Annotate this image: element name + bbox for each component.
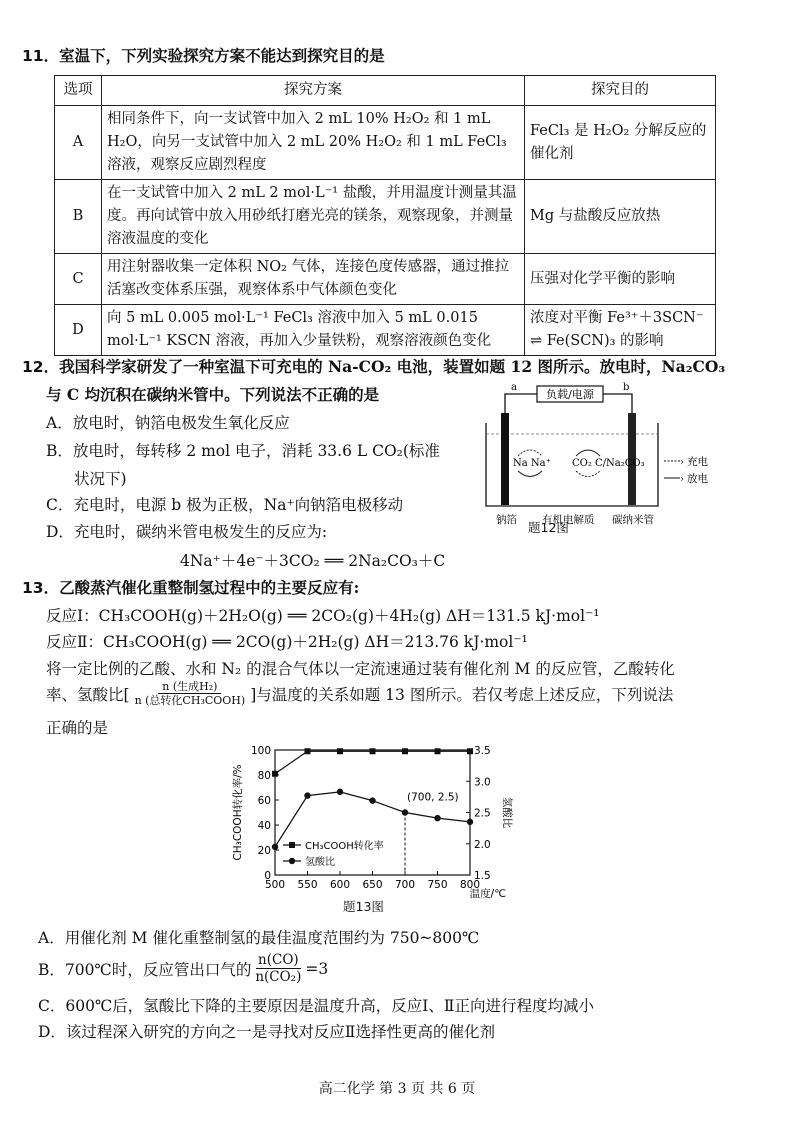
- terminal-b-label: b: [623, 382, 630, 393]
- q13-paragraph-2: [46, 680, 673, 707]
- q11-col-plan: 探究方案: [102, 76, 525, 106]
- q12-number: 12．: [22, 358, 60, 376]
- fraction-denominator: n(CO₂): [255, 969, 302, 985]
- data-point-square: [435, 748, 441, 754]
- q11-row-plan: 相同条件下，向一支试管中加入 2 mL 10% H₂O₂ 和 1 mL H₂O，向另一支试管中加入 2 mL 20% H₂O₂ 和 1 mL FeCl₃ 溶液，观察反应剧烈程度: [102, 106, 525, 180]
- x-tick-label: 700: [394, 879, 416, 891]
- q13-reaction-2: 反应Ⅱ：CH₃COOH(g) ══ 2CO(g)＋2H₂(g) ΔH＝213.76 kJ·mol⁻¹: [46, 633, 528, 651]
- q12-option-d: D．充电时，碳纳米管电极发生的反应为:: [46, 523, 328, 541]
- load-source-label: 负载/电源: [546, 388, 594, 401]
- q11-row-goal: 压强对化学平衡的影响: [525, 254, 716, 305]
- fig13-caption: 题13图: [343, 899, 384, 914]
- fig12-battery-diagram: [480, 378, 725, 538]
- q11-header: [22, 44, 385, 66]
- table-row: [55, 180, 716, 254]
- q11-row-option: C: [55, 254, 102, 305]
- h2-acid-ratio-fraction: [131, 680, 250, 707]
- legend-label-ratio: 氢酸比: [305, 857, 335, 868]
- q13-option-c: C．600℃后，氢酸比下降的主要原因是温度升高，反应Ⅰ、Ⅱ正向进行程度均减小: [38, 997, 594, 1015]
- legend-arrow-charge: ›: [680, 457, 684, 468]
- fraction-denominator: n (总转化CH₃COOH): [134, 694, 246, 707]
- discharge-arrow-left: [518, 471, 542, 477]
- x-tick-label: 500: [264, 879, 286, 891]
- q11-stem: 室温下，下列实验探究方案不能达到探究目的是: [59, 46, 385, 65]
- q13-reaction-1: 反应Ⅰ：CH₃COOH(g)＋2H₂O(g) ══ 2CO₂(g)＋4H₂(g) ΔH＝131.5 kJ·mol⁻¹: [46, 607, 600, 625]
- data-point-circle: [304, 792, 310, 798]
- data-point-circle: [272, 844, 278, 850]
- fig12-caption: 题12图: [528, 520, 569, 535]
- co-co2-fraction: [253, 952, 303, 985]
- q13-option-d: D．该过程深入研究的方向之一是寻找对反应Ⅱ选择性更高的催化剂: [38, 1023, 495, 1041]
- y-left-tick-label: 80: [257, 770, 271, 782]
- q12-option-b-cont: 状况下): [74, 470, 127, 488]
- species-co2: CO₂ C/Na₂CO₃: [572, 458, 645, 469]
- q11-row-option: A: [55, 106, 102, 180]
- charge-arrow-right: [576, 471, 600, 477]
- discharge-arrow-right: [576, 450, 600, 456]
- q12-stem-line2: 与 C 均沉积在碳纳米管中。下列说法不正确的是: [46, 385, 380, 404]
- q11-row-plan: 用注射器收集一定体积 NO₂ 气体，连接色度传感器，通过推拉活塞改变体系压强，观察体系中气体颜色变化: [102, 254, 525, 305]
- y-left-tick-label: 40: [257, 820, 271, 832]
- legend-marker-square: [289, 842, 295, 848]
- fraction-numerator: n(CO): [258, 952, 299, 968]
- q11-row-option: B: [55, 180, 102, 254]
- q11-row-option: D: [55, 305, 102, 356]
- data-point-circle: [337, 789, 343, 795]
- y-left-axis-label: CH₃COOH转化率/%: [232, 764, 244, 861]
- legend-charge-label: 充电: [687, 456, 708, 468]
- table-row: [55, 305, 716, 356]
- page-footer: 高二化学 第 3 页 共 6 页: [318, 1081, 476, 1097]
- data-point-square: [467, 748, 473, 754]
- q13-para2-post: ]与温度的关系如题 13 图所示。若仅考虑上述反应，下列说法: [250, 685, 674, 704]
- q11-row-plan: 向 5 mL 0.005 mol·L⁻¹ FeCl₃ 溶液中加入 5 mL 0.015 mol·L⁻¹ KSCN 溶液，再加入少量铁粉，观察溶液颜色变化: [102, 305, 525, 356]
- data-point-square: [337, 748, 343, 754]
- q12-option-d-equation: 4Na⁺＋4e⁻＋3CO₂ ══ 2Na₂CO₃＋C: [180, 552, 446, 570]
- data-point-square: [370, 748, 376, 754]
- sodium-foil-electrode: [501, 413, 509, 505]
- legend-arrow-discharge: ›: [680, 474, 684, 485]
- data-point-circle: [369, 797, 375, 803]
- fraction-numerator: n (生成H₂): [158, 680, 221, 694]
- table-row: [55, 106, 716, 180]
- charge-arrow-left: [518, 450, 542, 456]
- y-left-tick-label: 60: [257, 795, 271, 807]
- q11-row-plan: 在一支试管中加入 2 mL 2 mol·L⁻¹ 盐酸，并用温度计测量其温度。再向试管中放入用砂纸打磨光亮的镁条，观察现象，并测量溶液温度的变化: [102, 180, 525, 254]
- q13-number: 13．: [22, 579, 60, 597]
- species-na: Na Na⁺: [513, 458, 551, 469]
- q11-col-goal: 探究目的: [525, 76, 716, 106]
- q13-paragraph-3: 正确的是: [46, 719, 109, 737]
- label-electrolyte: 有机电解质: [542, 514, 595, 526]
- data-point-circle: [402, 809, 408, 815]
- q13-header: [22, 576, 359, 598]
- x-tick-label: 600: [329, 879, 351, 891]
- y-left-tick-label: 0: [264, 870, 271, 882]
- data-point-square: [305, 748, 311, 754]
- data-point-circle: [467, 819, 473, 825]
- q13-paragraph-1: 将一定比例的乙酸、水和 N₂ 的混合气体以一定流速通过装有催化剂 M 的反应管，乙酸转化: [46, 660, 675, 678]
- q13-stem: 乙酸蒸汽催化重整制氢过程中的主要反应有:: [59, 578, 360, 597]
- y-right-tick-label: 1.5: [474, 870, 491, 882]
- table-row: [55, 254, 716, 305]
- q12-option-a: A．放电时，钠箔电极发生氧化反应: [46, 414, 290, 432]
- y-right-axis-label: 氢酸比: [501, 796, 513, 829]
- q12-stem-line1: 我国科学家研发了一种室温下可充电的 Na-CO₂ 电池，装置如题 12 图所示。放电时，Na₂CO₃: [59, 357, 726, 376]
- q11-number: 11．: [22, 47, 60, 65]
- q11-header-row: [55, 76, 716, 106]
- y-left-tick-label: 100: [250, 745, 271, 757]
- legend-label-conversion: CH₃COOH转化率: [305, 841, 384, 852]
- q13-para2-pre: 率、氢酸比[: [46, 685, 130, 704]
- fig13-chart: [225, 740, 535, 915]
- annotation-label: (700, 2.5): [407, 791, 459, 804]
- x-tick-label: 800: [459, 879, 481, 891]
- q13-option-b-pre: B．700℃时，反应管出口气的: [38, 960, 252, 979]
- data-point-square: [402, 748, 408, 754]
- q11-row-goal: Mg 与盐酸反应放热: [525, 180, 716, 254]
- y-right-tick-label: 2.0: [474, 838, 491, 851]
- data-point-square: [272, 771, 278, 777]
- q13-option-a: A．用催化剂 M 催化重整制氢的最佳温度范围约为 750~800℃: [38, 929, 480, 947]
- q12-option-c: C．充电时，电源 b 极为正极，Na⁺向钠箔电极移动: [46, 496, 404, 514]
- series-line-0: [275, 751, 470, 774]
- q12-option-b: B．放电时，每转移 2 mol 电子，消耗 33.6 L CO₂(标准: [46, 442, 440, 460]
- y-right-tick-label: 3.0: [474, 776, 491, 789]
- x-axis-label: 温度/℃: [469, 888, 506, 900]
- y-left-tick-label: 20: [257, 845, 271, 857]
- q13-option-b: [38, 952, 328, 985]
- legend-discharge-label: 放电: [687, 473, 708, 485]
- q11-col-option: 选项: [55, 76, 102, 106]
- x-tick-label: 650: [362, 879, 383, 891]
- legend-marker-circle: [289, 858, 295, 864]
- q11-row-goal: FeCl₃ 是 H₂O₂ 分解反应的催化剂: [525, 106, 716, 180]
- x-tick-label: 550: [297, 879, 318, 891]
- x-tick-label: 750: [427, 879, 448, 891]
- terminal-a-label: a: [511, 382, 517, 393]
- label-sodium-foil: 钠箔: [496, 514, 517, 526]
- y-right-tick-label: 2.5: [474, 807, 491, 820]
- y-right-tick-label: 3.5: [474, 745, 491, 757]
- q12-header: [22, 355, 725, 377]
- q13-option-b-post: =3: [305, 959, 329, 978]
- q11-row-goal: 浓度对平衡 Fe³⁺＋3SCN⁻ ⇌ Fe(SCN)₃ 的影响: [525, 305, 716, 356]
- label-carbon-nanotube: 碳纳米管: [612, 514, 654, 526]
- q11-table: [54, 75, 716, 356]
- data-point-circle: [434, 815, 440, 821]
